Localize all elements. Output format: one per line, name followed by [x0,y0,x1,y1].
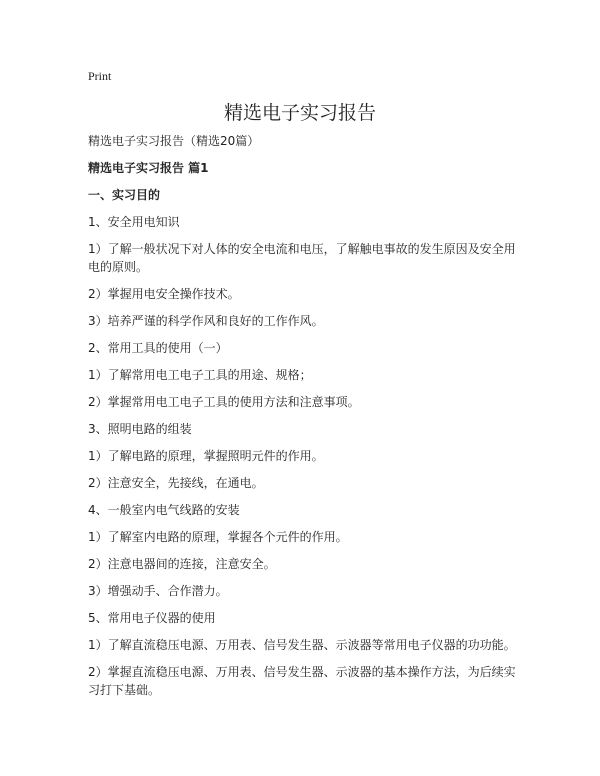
paragraph: 2）注意电器间的连接，注意安全。 [88,557,276,571]
paragraph: 4、一般室内电气线路的安装 [88,503,240,517]
paragraph: 3）培养严谨的科学作风和良好的工作作风。 [88,314,324,328]
paragraph: 5、常用电子仪器的使用 [88,611,216,625]
paragraph: 1）了解一般状况下对人体的安全电流和电压，了解触电事故的发生原因及安全用电的原则。 [88,242,516,274]
page-title: 精选电子实习报告 [223,102,376,124]
paragraph: 1）了解室内电路的原理，掌握各个元件的作用。 [88,530,348,544]
paragraph: 2）注意安全，先接线，在通电。 [88,476,264,490]
print-link[interactable]: Print [88,69,112,83]
paragraph: 2）掌握常用电工电子工具的使用方法和注意事项。 [88,395,360,409]
part-heading: 一、实习目的 [88,188,161,202]
paragraph: 1、安全用电知识 [88,215,180,229]
paragraph: 2）掌握用电安全操作技术。 [88,287,240,301]
paragraph: 1）了解电路的原理，掌握照明元件的作用。 [88,449,324,463]
paragraph: 3）增强动手、合作潜力。 [88,584,228,598]
document-body [88,132,520,708]
paragraph: 2）掌握直流稳压电源、万用表、信号发生器、示波器的基本操作方法，为后续实习打下基础。 [88,665,516,697]
paragraph: 1）了解直流稳压电源、万用表、信号发生器、示波器等常用电子仪器的功功能。 [88,638,516,652]
paragraph: 3、照明电路的组装 [88,422,192,436]
paragraph: 1）了解常用电工电子工具的用途、规格； [88,368,312,382]
paragraph: 2、常用工具的使用（一） [88,341,228,355]
section-heading: 精选电子实习报告 篇1 [88,161,209,175]
document-subtitle: 精选电子实习报告（精选20篇） [88,134,260,148]
